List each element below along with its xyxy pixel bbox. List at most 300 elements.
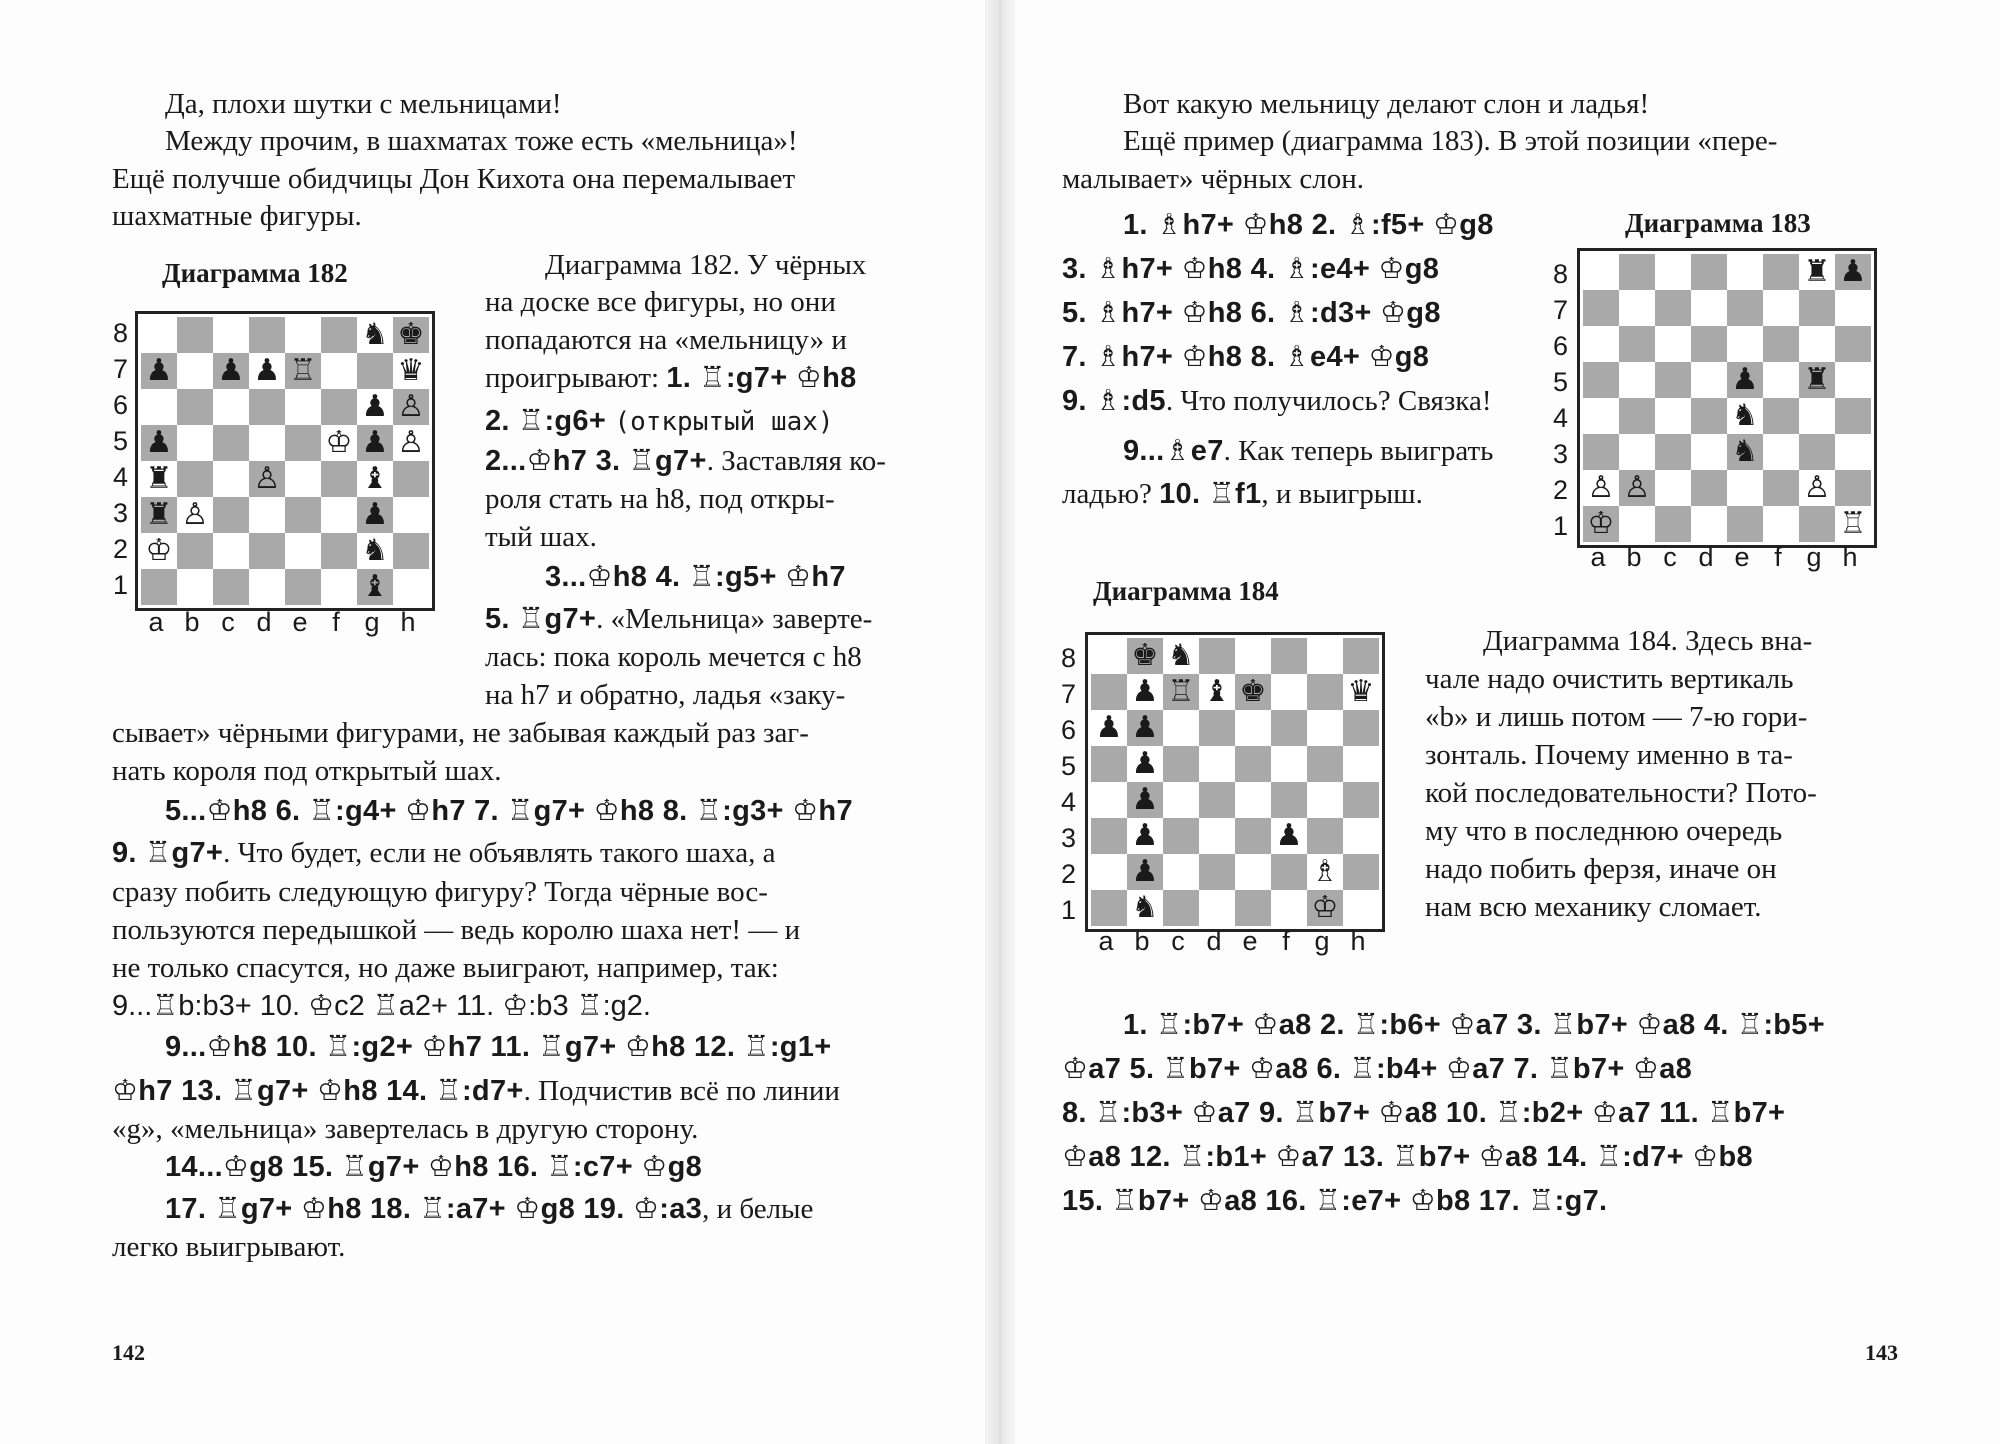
bishop-moves-l5: 9. ♗:d5. Что получилось? Связка! <box>1062 385 1492 417</box>
d184-text-l2: чале надо очистить вертикаль <box>1425 663 1794 695</box>
file-label: b <box>1134 926 1150 956</box>
square-c6 <box>1163 710 1199 746</box>
square-e2 <box>285 533 321 569</box>
moves-l4: ♔h7 13. ♖g7+ ♔h8 14. ♖:d7+. Подчистив всё по линии <box>112 1075 840 1107</box>
square-a8 <box>1091 638 1127 674</box>
square-g5: ♜ <box>1799 362 1835 398</box>
square-h5: ♙ <box>393 425 429 461</box>
square-h8: ♟ <box>1835 254 1871 290</box>
diagram-183-rank-labels <box>1553 256 1568 544</box>
square-d3 <box>1691 434 1727 470</box>
square-d6 <box>1199 710 1235 746</box>
final-moves-l5: 15. ♖b7+ ♔a8 16. ♖:e7+ ♔b8 17. ♖:g7. <box>1062 1185 1608 1217</box>
rank-label: 7 <box>1553 295 1569 325</box>
rank-label: 8 <box>113 318 129 348</box>
rank-label: 6 <box>1061 715 1077 745</box>
square-d7: ♝ <box>1199 674 1235 710</box>
square-f1 <box>321 569 357 605</box>
square-b3: ♟ <box>1127 818 1163 854</box>
square-e1 <box>1727 506 1763 542</box>
square-d1 <box>1691 506 1727 542</box>
square-b6 <box>177 389 213 425</box>
side-text-l6: 2...♔h7 3. ♖g7+. Заставляя ко- <box>485 445 886 477</box>
square-a5 <box>1583 362 1619 398</box>
full-text-l1: сывает» чёрными фигурами, не забывая каждый раз заг- <box>112 717 809 749</box>
square-c8: ♞ <box>1163 638 1199 674</box>
full-text-l3: сразу побить следующую фигуру? Тогда чёрные вос- <box>112 876 768 908</box>
rank-label: 1 <box>113 570 129 600</box>
square-g8 <box>1307 638 1343 674</box>
square-e1 <box>1235 890 1271 926</box>
final-moves-l1: 1. ♖:b7+ ♔a8 2. ♖:b6+ ♔a7 3. ♖b7+ ♔a8 4. ♖:b5+ <box>1123 1009 1825 1041</box>
rank-label: 4 <box>113 462 129 492</box>
full-text-l4: пользуются передышкой — ведь королю шаха нет! — и <box>112 914 801 946</box>
file-label: a <box>1590 542 1606 572</box>
square-e6 <box>1235 710 1271 746</box>
rank-label: 2 <box>113 534 129 564</box>
square-c6 <box>213 389 249 425</box>
square-b3 <box>1619 434 1655 470</box>
square-e2 <box>1235 854 1271 890</box>
final-moves-l3: 8. ♖:b3+ ♔a7 9. ♖b7+ ♔a8 10. ♖:b2+ ♔a7 11. ♖b7+ <box>1062 1097 1786 1129</box>
diagram-182-file-labels <box>138 607 426 638</box>
square-f7 <box>1763 290 1799 326</box>
full-text-l2: нать короля под открытый шах. <box>112 755 502 787</box>
square-a6 <box>1583 326 1619 362</box>
file-label: a <box>1098 926 1114 956</box>
square-b5 <box>177 425 213 461</box>
square-g6: ♟ <box>357 389 393 425</box>
square-b2: ♙ <box>1619 470 1655 506</box>
file-label: h <box>1350 926 1366 956</box>
diagram-182-title: Диаграмма 182 <box>162 258 348 288</box>
square-c1 <box>213 569 249 605</box>
square-c2 <box>213 533 249 569</box>
side-text-l10: 5. ♖g7+. «Мельница» заверте- <box>485 603 873 635</box>
square-d5 <box>1199 746 1235 782</box>
square-f7 <box>1271 674 1307 710</box>
bishop-moves-l4: 7. ♗h7+ ♔h8 8. ♗e4+ ♔g8 <box>1062 341 1430 373</box>
square-f5 <box>1763 362 1799 398</box>
square-d2 <box>1691 470 1727 506</box>
file-label: c <box>221 607 235 637</box>
file-label: e <box>1242 926 1258 956</box>
square-f2 <box>1271 854 1307 890</box>
square-h3 <box>1835 434 1871 470</box>
para-chess-mill-l3: шахматные фигуры. <box>112 200 362 232</box>
square-g4 <box>1799 398 1835 434</box>
para-example-l1: Ещё пример (диаграмма 183). В этой позиции «пере- <box>1123 125 1778 157</box>
rank-label: 3 <box>1061 823 1077 853</box>
square-d7: ♟ <box>249 353 285 389</box>
para-chess-mill-l1: Между прочим, в шахматах тоже есть «мельница»! <box>165 125 798 157</box>
square-g1: ♔ <box>1307 890 1343 926</box>
square-d8 <box>249 317 285 353</box>
square-a7: ♟ <box>141 353 177 389</box>
square-e8 <box>1727 254 1763 290</box>
file-label: f <box>1282 926 1290 956</box>
square-d3 <box>1199 818 1235 854</box>
rank-label: 1 <box>1553 511 1569 541</box>
square-c5 <box>1163 746 1199 782</box>
square-a4 <box>1091 782 1127 818</box>
square-g7 <box>1307 674 1343 710</box>
square-e3 <box>1235 818 1271 854</box>
square-e5 <box>1235 746 1271 782</box>
rank-label: 8 <box>1553 259 1569 289</box>
rank-label: 1 <box>1061 895 1077 925</box>
square-h3 <box>393 497 429 533</box>
square-h8 <box>1343 638 1379 674</box>
square-e4 <box>285 461 321 497</box>
square-g3 <box>1799 434 1835 470</box>
moves-l2: 9. ♖g7+. Что будет, если не объявлять такого шаха, а <box>112 837 776 869</box>
square-b2: ♟ <box>1127 854 1163 890</box>
square-b4 <box>1619 398 1655 434</box>
file-label: g <box>1314 926 1330 956</box>
square-g8: ♜ <box>1799 254 1835 290</box>
final-moves-l2: ♔a7 5. ♖b7+ ♔a8 6. ♖:b4+ ♔a7 7. ♖b7+ ♔a8 <box>1062 1053 1693 1085</box>
square-f5 <box>1271 746 1307 782</box>
file-label: b <box>1626 542 1642 572</box>
square-h4 <box>1343 782 1379 818</box>
square-b4: ♟ <box>1127 782 1163 818</box>
file-label: d <box>256 607 272 637</box>
final-moves-l4: ♔a8 12. ♖:b1+ ♔a7 13. ♖b7+ ♔a8 14. ♖:d7+ ♔b8 <box>1062 1141 1753 1173</box>
diagram-183-file-labels <box>1580 542 1868 573</box>
square-a2: ♙ <box>1583 470 1619 506</box>
file-label: d <box>1206 926 1222 956</box>
square-a1: ♔ <box>1583 506 1619 542</box>
square-b2 <box>177 533 213 569</box>
rank-label: 2 <box>1553 475 1569 505</box>
square-g5: ♟ <box>357 425 393 461</box>
square-f3: ♟ <box>1271 818 1307 854</box>
para-bishop-rook: Вот какую мельницу делают слон и ладья! <box>1123 88 1650 120</box>
square-f2 <box>1763 470 1799 506</box>
diagram-184-file-labels <box>1088 926 1376 957</box>
square-a6: ♟ <box>1091 710 1127 746</box>
square-a7 <box>1091 674 1127 710</box>
square-d6 <box>1691 326 1727 362</box>
square-e5: ♟ <box>1727 362 1763 398</box>
square-g4: ♝ <box>357 461 393 497</box>
square-h7: ♛ <box>393 353 429 389</box>
square-b8: ♚ <box>1127 638 1163 674</box>
square-b3: ♙ <box>177 497 213 533</box>
square-b7 <box>1619 290 1655 326</box>
diagram-182-rank-labels <box>113 315 128 603</box>
square-g1: ♝ <box>357 569 393 605</box>
file-label: f <box>1774 542 1782 572</box>
square-c6 <box>1655 326 1691 362</box>
square-a7 <box>1583 290 1619 326</box>
square-e6 <box>285 389 321 425</box>
square-c5 <box>213 425 249 461</box>
side-text-l3: попадаются на «мельницу» и <box>485 324 847 356</box>
square-b8 <box>1619 254 1655 290</box>
square-g2: ♗ <box>1307 854 1343 890</box>
square-g2: ♞ <box>357 533 393 569</box>
page-number-left: 142 <box>112 1340 145 1365</box>
book-spine <box>985 0 1015 1444</box>
rank-label: 5 <box>113 426 129 456</box>
rank-label: 5 <box>1553 367 1569 397</box>
square-a4: ♜ <box>141 461 177 497</box>
bishop-moves-l6: 9...♗e7. Как теперь выиграть <box>1123 435 1494 467</box>
bishop-moves-l7: ладью? 10. ♖f1, и выигрыш. <box>1062 478 1423 510</box>
square-b1 <box>1619 506 1655 542</box>
file-label: b <box>184 607 200 637</box>
square-a3 <box>1091 818 1127 854</box>
square-h7 <box>1835 290 1871 326</box>
square-e8 <box>285 317 321 353</box>
square-f1 <box>1763 506 1799 542</box>
square-c7: ♖ <box>1163 674 1199 710</box>
square-h4 <box>1835 398 1871 434</box>
square-f3 <box>321 497 357 533</box>
square-d3 <box>249 497 285 533</box>
square-a5: ♟ <box>141 425 177 461</box>
bishop-moves-l3: 5. ♗h7+ ♔h8 6. ♗:d3+ ♔g8 <box>1062 297 1441 329</box>
square-h1 <box>393 569 429 605</box>
square-e7 <box>1727 290 1763 326</box>
side-text-l12: на h7 и обратно, ладья «заку- <box>485 679 846 711</box>
para-chess-mill-l2: Ещё получше обидчицы Дон Кихота она перемалывает <box>112 163 796 195</box>
diagram-184-rank-labels <box>1061 640 1076 928</box>
square-f6 <box>1271 710 1307 746</box>
square-g3: ♟ <box>357 497 393 533</box>
side-text-l2: на доске все фигуры, но они <box>485 286 836 318</box>
moves-l5: 14...♔g8 15. ♖g7+ ♔h8 16. ♖:c7+ ♔g8 <box>165 1151 703 1183</box>
square-f7 <box>321 353 357 389</box>
square-f8 <box>1271 638 1307 674</box>
rank-label: 8 <box>1061 643 1077 673</box>
square-a5 <box>1091 746 1127 782</box>
file-label: h <box>1842 542 1858 572</box>
d184-text-l3: «b» и лишь потом — 7-ю гори- <box>1425 701 1808 733</box>
square-h5 <box>1835 362 1871 398</box>
square-f4 <box>1763 398 1799 434</box>
square-g2: ♙ <box>1799 470 1835 506</box>
square-f3 <box>1763 434 1799 470</box>
square-e4 <box>1235 782 1271 818</box>
file-label: a <box>148 607 164 637</box>
side-text-l8: тый шах. <box>485 521 597 553</box>
square-e5 <box>285 425 321 461</box>
square-d1 <box>249 569 285 605</box>
file-label: d <box>1698 542 1714 572</box>
square-a2 <box>1091 854 1127 890</box>
square-d4 <box>1199 782 1235 818</box>
square-f6 <box>1763 326 1799 362</box>
square-d8 <box>1199 638 1235 674</box>
square-b1 <box>177 569 213 605</box>
square-f8 <box>321 317 357 353</box>
square-a4 <box>1583 398 1619 434</box>
square-c3 <box>1655 434 1691 470</box>
square-a2: ♔ <box>141 533 177 569</box>
square-g1 <box>1799 506 1835 542</box>
square-a1 <box>1091 890 1127 926</box>
square-f1 <box>1271 890 1307 926</box>
square-d6 <box>249 389 285 425</box>
square-c1 <box>1655 506 1691 542</box>
square-h1 <box>1343 890 1379 926</box>
moves-l3: 9...♔h8 10. ♖:g2+ ♔h7 11. ♖g7+ ♔h8 12. ♖:g1+ <box>165 1031 832 1063</box>
square-c8 <box>1655 254 1691 290</box>
square-e4: ♞ <box>1727 398 1763 434</box>
side-text-l4: проигрывают: 1. ♖:g7+ ♔h8 <box>485 362 857 394</box>
file-label: e <box>1734 542 1750 572</box>
square-d5 <box>249 425 285 461</box>
square-h6 <box>1343 710 1379 746</box>
square-c4 <box>213 461 249 497</box>
square-f4 <box>321 461 357 497</box>
diagram-184-title: Диаграмма 184 <box>1093 576 1279 606</box>
bishop-moves-l1: 1. ♗h7+ ♔h8 2. ♗:f5+ ♔g8 <box>1123 209 1494 241</box>
para-example-l2: малывает» чёрных слон. <box>1062 163 1365 195</box>
square-f6 <box>321 389 357 425</box>
square-c4 <box>1163 782 1199 818</box>
d184-text-l6: му что в последнюю очередь <box>1425 815 1783 847</box>
rank-label: 7 <box>1061 679 1077 709</box>
square-e6 <box>1727 326 1763 362</box>
square-c7: ♟ <box>213 353 249 389</box>
file-label: h <box>400 607 416 637</box>
square-d2 <box>249 533 285 569</box>
d184-text-l4: зонталь. Почему именно в та- <box>1425 739 1793 771</box>
square-f4 <box>1271 782 1307 818</box>
side-text-l1: Диаграмма 182. У чёрных <box>545 249 867 281</box>
square-b7 <box>177 353 213 389</box>
right-page <box>1015 0 2000 1444</box>
square-f5: ♔ <box>321 425 357 461</box>
para-mills-joke: Да, плохи шутки с мельницами! <box>165 88 562 120</box>
square-d4 <box>1691 398 1727 434</box>
square-d2 <box>1199 854 1235 890</box>
square-b6: ♟ <box>1127 710 1163 746</box>
square-g6 <box>1307 710 1343 746</box>
square-e2 <box>1727 470 1763 506</box>
square-g6 <box>1799 326 1835 362</box>
square-e3: ♞ <box>1727 434 1763 470</box>
square-c2 <box>1655 470 1691 506</box>
square-c4 <box>1655 398 1691 434</box>
square-a3: ♜ <box>141 497 177 533</box>
rank-label: 3 <box>1553 439 1569 469</box>
square-c5 <box>1655 362 1691 398</box>
square-d8 <box>1691 254 1727 290</box>
square-c2 <box>1163 854 1199 890</box>
side-text-l11: лась: пока король мечется с h8 <box>485 641 862 673</box>
full-text-l5: не только спасутся, но даже выиграют, например, так: <box>112 952 779 984</box>
square-h8: ♚ <box>393 317 429 353</box>
square-b1: ♞ <box>1127 890 1163 926</box>
file-label: c <box>1663 542 1677 572</box>
square-b7: ♟ <box>1127 674 1163 710</box>
file-label: g <box>364 607 380 637</box>
square-b5: ♟ <box>1127 746 1163 782</box>
file-label: e <box>292 607 308 637</box>
square-g7 <box>357 353 393 389</box>
rank-label: 4 <box>1061 787 1077 817</box>
square-e7: ♚ <box>1235 674 1271 710</box>
square-g8: ♞ <box>357 317 393 353</box>
square-d7 <box>1691 290 1727 326</box>
square-b5 <box>1619 362 1655 398</box>
square-d5 <box>1691 362 1727 398</box>
square-c3 <box>213 497 249 533</box>
d184-text-l5: кой последовательности? Пото- <box>1425 777 1817 809</box>
full-text-l8: легко выигрывают. <box>112 1231 346 1263</box>
square-g5 <box>1307 746 1343 782</box>
square-h7: ♛ <box>1343 674 1379 710</box>
square-h2 <box>1343 854 1379 890</box>
square-g3 <box>1307 818 1343 854</box>
diagram-183-board <box>1577 248 1877 548</box>
square-a6 <box>141 389 177 425</box>
rank-label: 2 <box>1061 859 1077 889</box>
rank-label: 6 <box>1553 331 1569 361</box>
rank-label: 6 <box>113 390 129 420</box>
square-c1 <box>1163 890 1199 926</box>
square-c7 <box>1655 290 1691 326</box>
square-f8 <box>1763 254 1799 290</box>
square-d4: ♙ <box>249 461 285 497</box>
square-b4 <box>177 461 213 497</box>
square-c3 <box>1163 818 1199 854</box>
moves-l6: 17. ♖g7+ ♔h8 18. ♖:a7+ ♔g8 19. ♔:a3, и белые <box>165 1193 814 1225</box>
rank-label: 3 <box>113 498 129 528</box>
file-label: f <box>332 607 340 637</box>
square-a3 <box>1583 434 1619 470</box>
side-text-l5: 2. ♖:g6+ (открытый шах) <box>485 405 834 437</box>
file-label: c <box>1171 926 1185 956</box>
rank-label: 7 <box>113 354 129 384</box>
diagram-182-board <box>135 311 435 611</box>
full-text-l6: 9...♖b:b3+ 10. ♔c2 ♖a2+ 11. ♔:b3 ♖:g2. <box>112 990 651 1022</box>
rank-label: 5 <box>1061 751 1077 781</box>
diagram-183-title: Диаграмма 183 <box>1625 208 1811 238</box>
rank-label: 4 <box>1553 403 1569 433</box>
side-text-l9: 3...♔h8 4. ♖:g5+ ♔h7 <box>545 561 846 593</box>
square-h3 <box>1343 818 1379 854</box>
square-e3 <box>285 497 321 533</box>
side-text-l7: роля стать на h8, под откры- <box>485 483 835 515</box>
d184-text-l1: Диаграмма 184. Здесь вна- <box>1483 625 1813 657</box>
diagram-184-board <box>1085 632 1385 932</box>
d184-text-l7: надо побить ферзя, иначе он <box>1425 853 1777 885</box>
square-a8 <box>1583 254 1619 290</box>
square-a8 <box>141 317 177 353</box>
square-h5 <box>1343 746 1379 782</box>
square-g7 <box>1799 290 1835 326</box>
square-h2 <box>393 533 429 569</box>
square-h6: ♙ <box>393 389 429 425</box>
square-b6 <box>1619 326 1655 362</box>
bishop-moves-l2: 3. ♗h7+ ♔h8 4. ♗:e4+ ♔g8 <box>1062 253 1440 285</box>
page-number-right: 143 <box>1865 1340 1898 1365</box>
left-page <box>0 0 985 1444</box>
square-a1 <box>141 569 177 605</box>
moves-l1: 5...♔h8 6. ♖:g4+ ♔h7 7. ♖g7+ ♔h8 8. ♖:g3+ ♔h7 <box>165 795 853 827</box>
square-h1: ♖ <box>1835 506 1871 542</box>
square-h2 <box>1835 470 1871 506</box>
square-h4 <box>393 461 429 497</box>
square-e7: ♖ <box>285 353 321 389</box>
file-label: g <box>1806 542 1822 572</box>
